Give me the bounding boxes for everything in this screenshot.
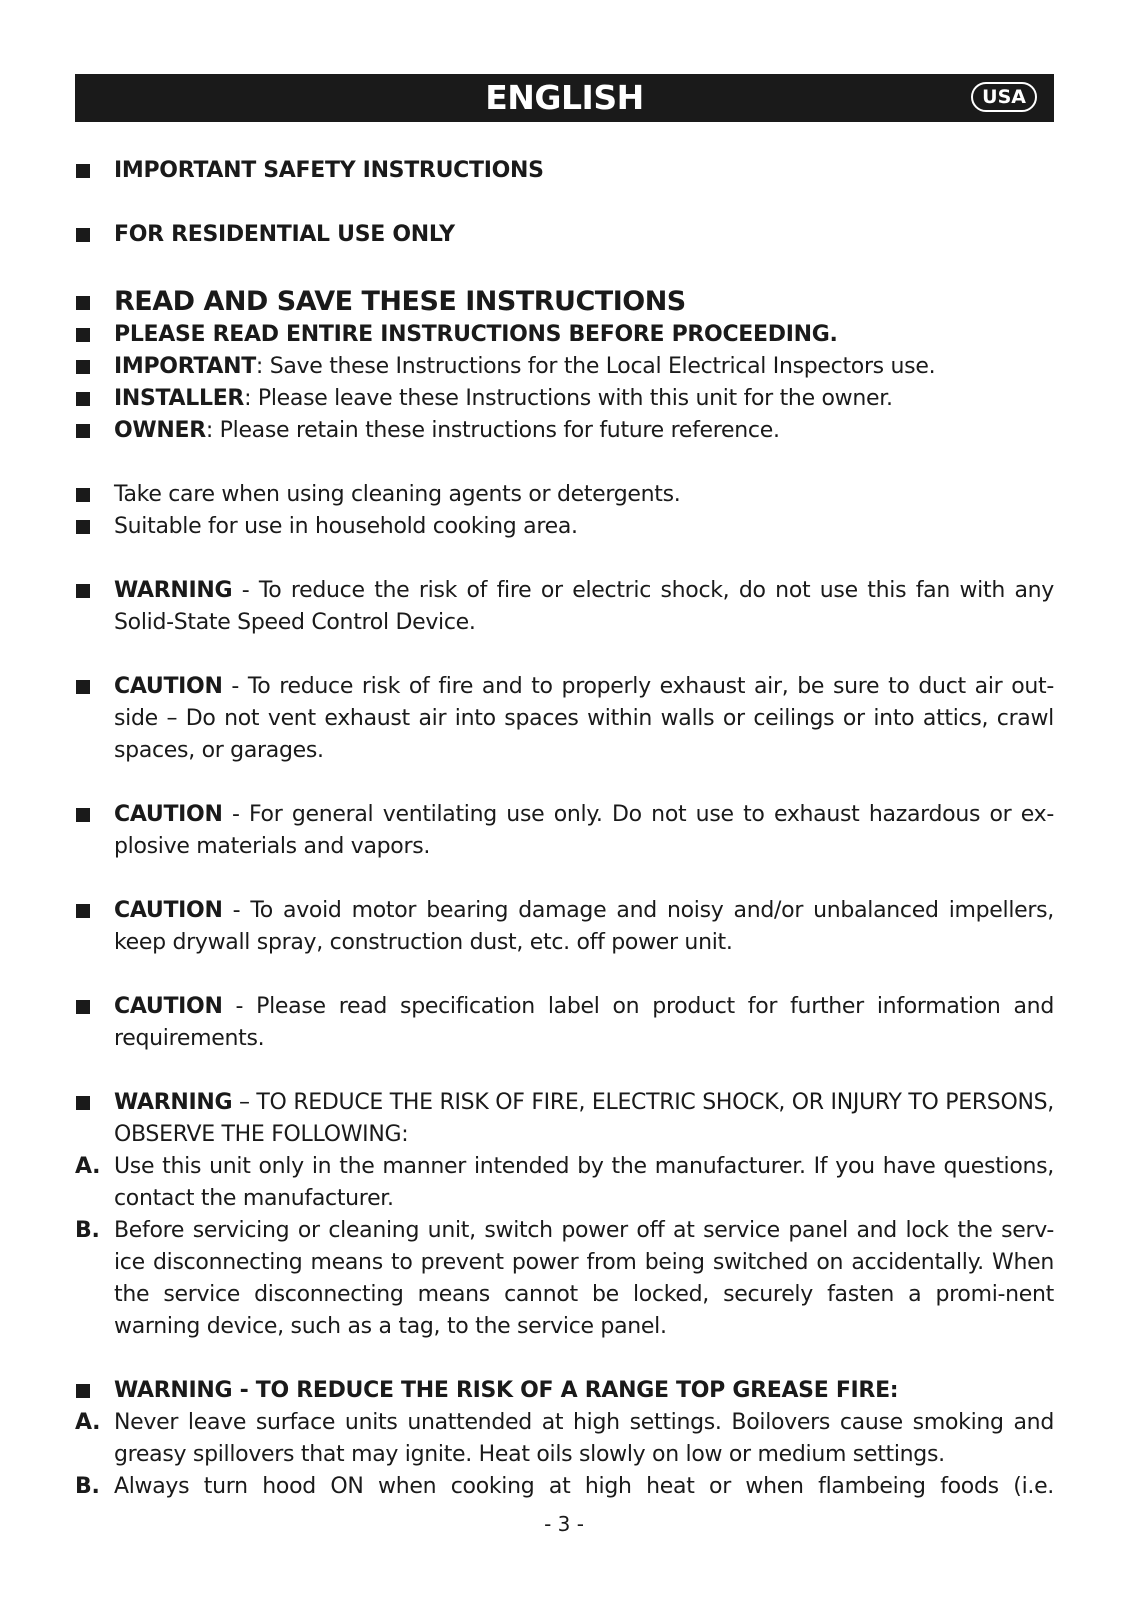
square-bullet-icon [76, 1096, 90, 1110]
residential-heading [75, 219, 1054, 251]
square-bullet-icon [76, 296, 90, 310]
square-bullet-icon [76, 488, 90, 502]
household-note [75, 511, 1054, 543]
read-save-heading-text: READ AND SAVE THESE INSTRUCTIONS [114, 286, 686, 317]
important-label: IMPORTANT [114, 354, 256, 379]
caution-motor [75, 895, 1054, 959]
owner-note [75, 415, 1054, 447]
read-save-heading [75, 285, 1054, 319]
caution-general-use [75, 799, 1054, 863]
residential-heading-text: FOR RESIDENTIAL USE ONLY [114, 222, 455, 247]
warning-grease-item-a [75, 1407, 1054, 1471]
safety-heading-text: IMPORTANT SAFETY INSTRUCTIONS [114, 158, 544, 183]
square-bullet-icon [76, 1384, 90, 1398]
caution-label: CAUTION [114, 674, 223, 699]
important-note [75, 351, 1054, 383]
installer-label: INSTALLER [114, 386, 245, 411]
caution-exhaust [75, 671, 1054, 767]
caution-text: - To avoid motor bearing damage and noisy and/or unbalanced impellers, keep drywall spray, construction dust, etc. off power unit. [114, 898, 1054, 955]
square-bullet-icon [76, 228, 90, 242]
square-bullet-icon [76, 520, 90, 534]
square-bullet-icon [76, 680, 90, 694]
caution-text: - For general ventilating use only. Do not use to exhaust hazardous or ex-plosive materials and vapors. [114, 802, 1054, 859]
warning-text: - To reduce the risk of fire or electric shock, do not use this fan with any Solid-State Speed Control Device. [114, 578, 1054, 635]
instructions-body [75, 155, 1054, 1503]
warning-speed-control [75, 575, 1054, 639]
safety-heading [75, 155, 1054, 187]
list-item-text: Before servicing or cleaning unit, switch power off at service panel and lock the serv-ice disconnecting means to prevent power from being switched on accidentally. When the service disconnecting means cannot be locked, securely fasten a promi-nent warning device, such as a tag, to the service panel. [114, 1218, 1054, 1339]
list-item-text: Always turn hood ON when cooking at high heat or when flambeing foods (i.e. [114, 1474, 1054, 1499]
caution-text: - To reduce risk of fire and to properly exhaust air, be sure to duct air out-side – Do not vent exhaust air into spaces within walls or ceilings or into attics, crawl spaces, or garages. [114, 674, 1054, 763]
square-bullet-icon [76, 328, 90, 342]
household-text: Suitable for use in household cooking area. [114, 514, 578, 539]
list-letter: A. [75, 1154, 101, 1179]
square-bullet-icon [76, 392, 90, 406]
warning-grease-item-b [75, 1471, 1054, 1503]
warning-label: WARNING [114, 578, 233, 603]
warning-injury-item-a [75, 1151, 1054, 1215]
square-bullet-icon [76, 424, 90, 438]
list-letter: A. [75, 1410, 101, 1435]
square-bullet-icon [76, 164, 90, 178]
list-letter: B. [75, 1474, 100, 1499]
installer-text: : Please leave these Instructions with this unit for the owner. [244, 386, 893, 411]
owner-text: : Please retain these instructions for future reference. [205, 418, 780, 443]
please-read-text: PLEASE READ ENTIRE INSTRUCTIONS BEFORE PROCEEDING. [114, 322, 838, 347]
caution-text: - Please read specification label on product for further information and requirements. [114, 994, 1054, 1051]
warning-label: WARNING [114, 1090, 233, 1115]
caution-label-info [75, 991, 1054, 1055]
country-badge: USA [971, 82, 1037, 112]
list-letter: B. [75, 1218, 100, 1243]
installer-note [75, 383, 1054, 415]
warning-grease-fire [75, 1375, 1054, 1407]
cleaning-note [75, 479, 1054, 511]
language-header [75, 74, 1054, 122]
square-bullet-icon [76, 360, 90, 374]
cleaning-text: Take care when using cleaning agents or detergents. [114, 482, 681, 507]
list-item-text: Never leave surface units unattended at high settings. Boilovers cause smoking and greasy spillovers that may ignite. Heat oils slowly on low or medium settings. [114, 1410, 1054, 1467]
square-bullet-icon [76, 808, 90, 822]
warning-grease-heading: WARNING - TO REDUCE THE RISK OF A RANGE TOP GREASE FIRE: [114, 1378, 899, 1403]
square-bullet-icon [76, 584, 90, 598]
warning-text: – TO REDUCE THE RISK OF FIRE, ELECTRIC SHOCK, OR INJURY TO PERSONS, OBSERVE THE FOLLOWING: [114, 1090, 1054, 1147]
square-bullet-icon [76, 904, 90, 918]
caution-label: CAUTION [114, 994, 223, 1019]
warning-injury-item-b [75, 1215, 1054, 1343]
language-title: ENGLISH [485, 78, 644, 117]
page-number: - 3 - [544, 1512, 584, 1536]
warning-injury [75, 1087, 1054, 1151]
important-text: : Save these Instructions for the Local Electrical Inspectors use. [255, 354, 936, 379]
please-read-note [75, 319, 1054, 351]
owner-label: OWNER [114, 418, 206, 443]
list-item-text: Use this unit only in the manner intended by the manufacturer. If you have questions, contact the manufacturer. [114, 1154, 1054, 1211]
caution-label: CAUTION [114, 802, 223, 827]
caution-label: CAUTION [114, 898, 223, 923]
square-bullet-icon [76, 1000, 90, 1014]
